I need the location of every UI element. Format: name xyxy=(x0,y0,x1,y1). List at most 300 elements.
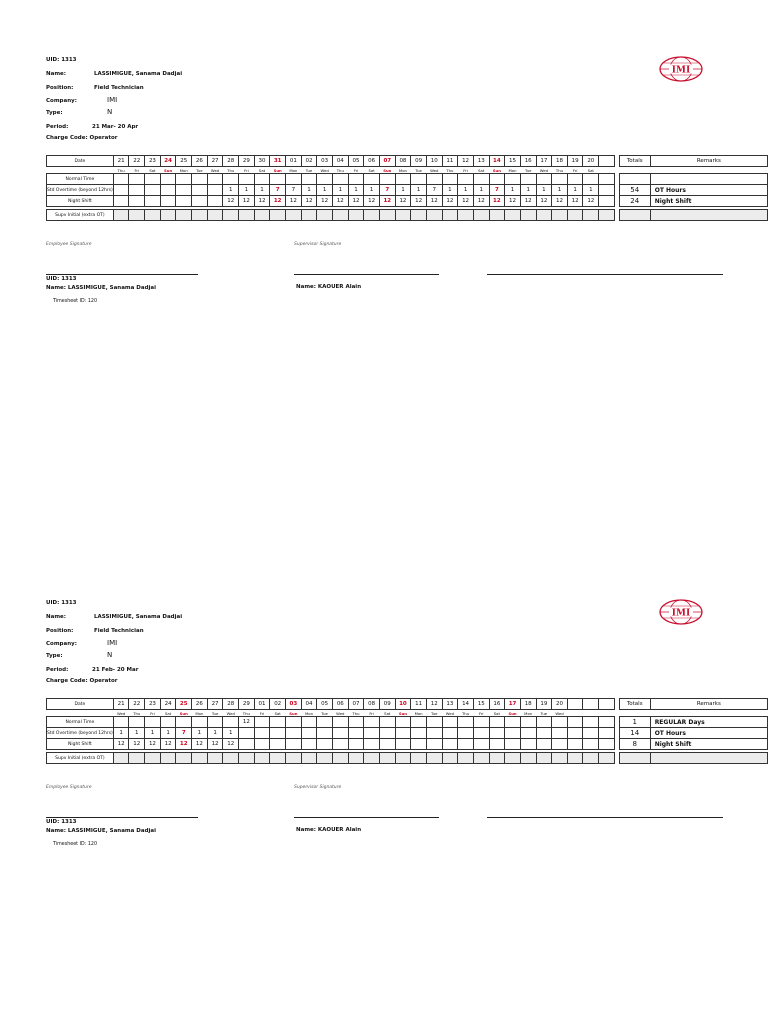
hours-cell[interactable] xyxy=(113,185,129,196)
hours-cell[interactable] xyxy=(364,174,380,185)
supv-initial-cell[interactable] xyxy=(395,753,411,764)
hours-cell[interactable] xyxy=(207,196,223,207)
weekday-row xyxy=(47,167,768,174)
supv-initial-cell[interactable] xyxy=(536,210,552,221)
hours-cell[interactable]: 12 xyxy=(520,196,536,207)
hours-cell[interactable] xyxy=(301,739,317,750)
hours-cell[interactable] xyxy=(239,739,255,750)
supv-initial-cell[interactable] xyxy=(458,753,474,764)
position-value: Field Technician xyxy=(94,628,144,634)
time-row xyxy=(47,717,768,728)
hours-cell[interactable]: 12 xyxy=(348,196,364,207)
hours-cell[interactable]: 1 xyxy=(536,185,552,196)
hours-cell[interactable] xyxy=(192,196,208,207)
hours-cell[interactable]: 1 xyxy=(160,728,176,739)
hours-cell[interactable]: 1 xyxy=(145,728,161,739)
hours-cell[interactable]: 12 xyxy=(254,196,270,207)
hours-cell[interactable] xyxy=(301,728,317,739)
hours-cell[interactable] xyxy=(286,739,302,750)
supv-initial-cell[interactable] xyxy=(520,753,536,764)
supv-initial-cell[interactable] xyxy=(160,753,176,764)
hours-cell[interactable]: 1 xyxy=(129,728,145,739)
hours-cell[interactable]: 12 xyxy=(473,196,489,207)
hours-cell[interactable] xyxy=(599,174,615,185)
hours-cell[interactable] xyxy=(458,174,474,185)
hours-cell[interactable] xyxy=(567,739,583,750)
hours-cell[interactable] xyxy=(348,717,364,728)
hours-cell[interactable]: 7 xyxy=(426,185,442,196)
hours-cell[interactable]: 12 xyxy=(270,196,286,207)
supv-initial-cell[interactable] xyxy=(395,210,411,221)
hours-cell[interactable] xyxy=(317,174,333,185)
hours-cell[interactable] xyxy=(536,728,552,739)
hours-cell[interactable]: 1 xyxy=(473,185,489,196)
hours-cell[interactable]: 12 xyxy=(223,739,239,750)
hours-cell[interactable] xyxy=(145,717,161,728)
hours-cell[interactable] xyxy=(176,196,192,207)
supv-initial-cell[interactable] xyxy=(207,753,223,764)
hours-cell[interactable]: 1 xyxy=(332,185,348,196)
hours-cell[interactable]: 1 xyxy=(442,185,458,196)
hours-cell[interactable]: 12 xyxy=(505,196,521,207)
hours-cell[interactable] xyxy=(395,174,411,185)
hours-cell[interactable] xyxy=(364,728,380,739)
weekday-cell: Fri xyxy=(244,167,249,173)
date-cell: 07 xyxy=(379,156,395,167)
hours-cell[interactable] xyxy=(395,728,411,739)
hours-cell[interactable] xyxy=(505,717,521,728)
hours-cell[interactable] xyxy=(270,717,286,728)
supv-initial-cell[interactable] xyxy=(332,210,348,221)
hours-cell[interactable] xyxy=(489,717,505,728)
hours-cell[interactable] xyxy=(599,739,615,750)
supv-initial-cell[interactable] xyxy=(270,753,286,764)
row-remark: OT Hours xyxy=(650,728,767,739)
supv-initial-cell[interactable] xyxy=(113,210,129,221)
hours-cell[interactable]: 12 xyxy=(113,739,129,750)
hours-cell[interactable] xyxy=(426,717,442,728)
hours-cell[interactable]: 12 xyxy=(239,196,255,207)
hours-cell[interactable] xyxy=(599,196,615,207)
hours-cell[interactable] xyxy=(286,728,302,739)
supv-initial-cell[interactable] xyxy=(176,210,192,221)
supv-initial-cell[interactable] xyxy=(473,210,489,221)
name-label: Name: xyxy=(46,614,66,620)
supv-initial-cell[interactable] xyxy=(192,753,208,764)
weekday-cell: Sun xyxy=(508,710,517,716)
hours-cell[interactable] xyxy=(583,739,599,750)
hours-cell[interactable] xyxy=(160,185,176,196)
hours-cell[interactable]: 1 xyxy=(317,185,333,196)
hours-cell[interactable] xyxy=(301,717,317,728)
supv-initial-cell[interactable] xyxy=(239,210,255,221)
hours-cell[interactable] xyxy=(113,174,129,185)
hours-cell[interactable] xyxy=(379,717,395,728)
hours-cell[interactable]: 12 xyxy=(552,196,568,207)
hours-cell[interactable] xyxy=(223,174,239,185)
hours-cell[interactable] xyxy=(567,174,583,185)
hours-cell[interactable] xyxy=(254,739,270,750)
hours-cell[interactable]: 12 xyxy=(395,196,411,207)
weekday-cell: Thu xyxy=(242,710,250,716)
supv-initial-cell[interactable] xyxy=(317,210,333,221)
hours-cell[interactable]: 1 xyxy=(520,185,536,196)
hours-cell[interactable] xyxy=(426,728,442,739)
hours-cell[interactable] xyxy=(192,185,208,196)
supv-initial-cell[interactable] xyxy=(473,753,489,764)
hours-cell[interactable]: 1 xyxy=(223,728,239,739)
hours-cell[interactable]: 1 xyxy=(458,185,474,196)
supv-initial-cell[interactable] xyxy=(254,210,270,221)
hours-cell[interactable]: 1 xyxy=(552,185,568,196)
hours-cell[interactable]: 12 xyxy=(458,196,474,207)
supv-initial-cell[interactable] xyxy=(348,210,364,221)
hours-cell[interactable] xyxy=(411,739,427,750)
hours-cell[interactable]: 12 xyxy=(301,196,317,207)
hours-cell[interactable] xyxy=(332,717,348,728)
supv-initial-cell[interactable] xyxy=(458,210,474,221)
row-total: 8 xyxy=(619,739,650,750)
hours-cell[interactable]: 12 xyxy=(583,196,599,207)
hours-cell[interactable] xyxy=(332,739,348,750)
weekday-cell: Sat xyxy=(368,167,375,173)
hours-cell[interactable] xyxy=(520,717,536,728)
hours-cell[interactable]: 12 xyxy=(223,196,239,207)
hours-cell[interactable] xyxy=(129,185,145,196)
hours-cell[interactable]: 12 xyxy=(145,739,161,750)
hours-cell[interactable] xyxy=(348,739,364,750)
hours-cell[interactable]: 1 xyxy=(364,185,380,196)
name-value: LASSIMIGUE, Sanama Dadjai xyxy=(94,71,183,77)
hours-cell[interactable] xyxy=(583,174,599,185)
hours-cell[interactable] xyxy=(332,174,348,185)
supv-initial-cell[interactable] xyxy=(129,753,145,764)
row-remark: REGULAR Days xyxy=(650,717,767,728)
supv-initial-cell[interactable] xyxy=(426,753,442,764)
hours-cell[interactable]: 12 xyxy=(129,739,145,750)
hours-cell[interactable] xyxy=(395,739,411,750)
supv-initial-cell[interactable] xyxy=(411,210,427,221)
hours-cell[interactable] xyxy=(379,174,395,185)
hours-cell[interactable] xyxy=(176,717,192,728)
hours-cell[interactable] xyxy=(145,185,161,196)
hours-cell[interactable] xyxy=(364,717,380,728)
hours-cell[interactable] xyxy=(239,174,255,185)
supv-initial-cell[interactable] xyxy=(552,210,568,221)
name-value: LASSIMIGUE, Sanama Dadjai xyxy=(94,614,183,620)
supv-initial-cell[interactable] xyxy=(286,210,302,221)
hours-cell[interactable] xyxy=(536,174,552,185)
hours-cell[interactable] xyxy=(489,728,505,739)
hours-cell[interactable]: 12 xyxy=(411,196,427,207)
hours-cell[interactable]: 12 xyxy=(567,196,583,207)
supv-initial-cell[interactable] xyxy=(364,753,380,764)
hours-cell[interactable]: 12 xyxy=(192,739,208,750)
hours-cell[interactable] xyxy=(270,174,286,185)
hours-cell[interactable] xyxy=(505,174,521,185)
hours-cell[interactable]: 1 xyxy=(239,185,255,196)
supv-initial-cell[interactable] xyxy=(599,753,615,764)
supv-initial-cell[interactable] xyxy=(442,753,458,764)
hours-cell[interactable] xyxy=(520,728,536,739)
supv-initial-cell[interactable] xyxy=(145,210,161,221)
hours-cell[interactable] xyxy=(536,717,552,728)
weekday-cell: Wed xyxy=(210,167,220,173)
hours-cell[interactable] xyxy=(332,728,348,739)
hours-cell[interactable] xyxy=(160,196,176,207)
hours-cell[interactable] xyxy=(176,185,192,196)
supv-initial-cell[interactable] xyxy=(505,753,521,764)
supv-initial-cell[interactable] xyxy=(536,753,552,764)
hours-cell[interactable]: 12 xyxy=(442,196,458,207)
supv-initial-cell[interactable] xyxy=(129,210,145,221)
hours-cell[interactable]: 1 xyxy=(192,728,208,739)
hours-cell[interactable] xyxy=(442,739,458,750)
hours-cell[interactable] xyxy=(270,739,286,750)
hours-cell[interactable] xyxy=(567,728,583,739)
hours-cell[interactable]: 1 xyxy=(505,185,521,196)
hours-cell[interactable]: 12 xyxy=(536,196,552,207)
weekday-cell: Mon xyxy=(304,710,313,716)
date-cell: 25 xyxy=(176,156,192,167)
hours-cell[interactable]: 1 xyxy=(583,185,599,196)
hours-cell[interactable] xyxy=(160,717,176,728)
hours-cell[interactable] xyxy=(176,174,192,185)
date-cell: 24 xyxy=(160,156,176,167)
supv-initial-cell[interactable] xyxy=(520,210,536,221)
hours-cell[interactable] xyxy=(113,717,129,728)
hours-cell[interactable]: 7 xyxy=(379,185,395,196)
hours-cell[interactable] xyxy=(364,739,380,750)
supv-initial-cell[interactable] xyxy=(426,210,442,221)
hours-cell[interactable] xyxy=(207,174,223,185)
hours-cell[interactable] xyxy=(207,185,223,196)
hours-cell[interactable]: 12 xyxy=(364,196,380,207)
supv-initial-cell[interactable] xyxy=(301,753,317,764)
date-cell: 04 xyxy=(332,156,348,167)
hours-cell[interactable]: 12 xyxy=(239,717,255,728)
hours-cell[interactable]: 7 xyxy=(270,185,286,196)
date-header-row xyxy=(47,156,768,167)
hours-cell[interactable] xyxy=(552,174,568,185)
supv-initial-cell[interactable] xyxy=(192,210,208,221)
supv-initial-cell[interactable] xyxy=(286,753,302,764)
company-value: IMI xyxy=(107,639,118,647)
charge-code: Charge Code: Operator xyxy=(46,135,118,141)
hours-cell[interactable] xyxy=(583,728,599,739)
hours-cell[interactable] xyxy=(505,728,521,739)
hours-cell[interactable] xyxy=(301,174,317,185)
supv-initial-cell[interactable] xyxy=(567,753,583,764)
supv-initial-cell[interactable] xyxy=(239,753,255,764)
hours-cell[interactable] xyxy=(599,185,615,196)
supv-initial-cell[interactable] xyxy=(113,753,129,764)
weekday-cell: Mon xyxy=(179,167,188,173)
date-cell: 01 xyxy=(254,699,270,710)
hours-cell[interactable] xyxy=(411,717,427,728)
hours-cell[interactable] xyxy=(192,174,208,185)
hours-cell[interactable]: 12 xyxy=(286,196,302,207)
supv-initial-cell[interactable] xyxy=(254,753,270,764)
position-label: Position: xyxy=(46,628,74,634)
date-cell: 09 xyxy=(411,156,427,167)
hours-cell[interactable] xyxy=(505,739,521,750)
hours-cell[interactable] xyxy=(552,717,568,728)
hours-cell[interactable] xyxy=(520,739,536,750)
hours-cell[interactable] xyxy=(348,728,364,739)
hours-cell[interactable] xyxy=(458,739,474,750)
hours-cell[interactable] xyxy=(567,717,583,728)
hours-cell[interactable] xyxy=(395,717,411,728)
supv-initial-cell[interactable] xyxy=(332,753,348,764)
row-remark: Night Shift xyxy=(650,739,767,750)
weekday-cell: Fri xyxy=(463,167,468,173)
hours-cell[interactable] xyxy=(286,717,302,728)
supervisor-signature-line xyxy=(294,817,439,818)
date-cell: 06 xyxy=(332,699,348,710)
hours-cell[interactable]: 1 xyxy=(254,185,270,196)
supv-initial-cell[interactable] xyxy=(489,753,505,764)
supv-initial-cell[interactable] xyxy=(379,753,395,764)
hours-cell[interactable]: 1 xyxy=(395,185,411,196)
hours-cell[interactable]: 1 xyxy=(348,185,364,196)
hours-cell[interactable] xyxy=(379,739,395,750)
hours-cell[interactable]: 1 xyxy=(113,728,129,739)
hours-cell[interactable] xyxy=(583,717,599,728)
supv-initial-cell[interactable] xyxy=(583,210,599,221)
hours-cell[interactable] xyxy=(129,174,145,185)
hours-cell[interactable] xyxy=(473,739,489,750)
supv-initial-row xyxy=(47,753,768,764)
supv-initial-cell[interactable] xyxy=(411,753,427,764)
supv-initial-cell[interactable] xyxy=(301,210,317,221)
supv-initial-cell[interactable] xyxy=(348,753,364,764)
supv-initial-cell[interactable] xyxy=(270,210,286,221)
hours-cell[interactable] xyxy=(286,174,302,185)
footer-uid: UID: 1313 xyxy=(46,276,77,282)
hours-cell[interactable] xyxy=(348,174,364,185)
supv-initial-cell[interactable] xyxy=(489,210,505,221)
blank-date-cell xyxy=(583,699,599,710)
date-cell: 09 xyxy=(379,699,395,710)
supv-initial-cell[interactable] xyxy=(599,210,615,221)
supv-initial-cell[interactable] xyxy=(505,210,521,221)
weekday-cell: Sat xyxy=(493,710,500,716)
hours-cell[interactable]: 12 xyxy=(317,196,333,207)
imi-logo-icon xyxy=(658,54,704,84)
weekday-cell: Fri xyxy=(259,710,265,716)
employee-signature-line xyxy=(46,817,198,818)
supv-initial-cell[interactable] xyxy=(145,753,161,764)
hours-cell[interactable] xyxy=(599,728,615,739)
supv-initial-cell[interactable] xyxy=(223,753,239,764)
hours-cell[interactable] xyxy=(254,174,270,185)
hours-cell[interactable] xyxy=(489,739,505,750)
supv-initial-cell[interactable] xyxy=(160,210,176,221)
supv-initial-label: Supv Initial (extra OT) xyxy=(47,753,114,764)
supv-initial-cell[interactable] xyxy=(223,210,239,221)
hours-cell[interactable]: 7 xyxy=(176,728,192,739)
hours-cell[interactable] xyxy=(458,728,474,739)
hours-cell[interactable] xyxy=(426,174,442,185)
hours-cell[interactable] xyxy=(270,728,286,739)
hours-cell[interactable] xyxy=(489,174,505,185)
hours-cell[interactable] xyxy=(458,717,474,728)
hours-cell[interactable]: 1 xyxy=(301,185,317,196)
hours-cell[interactable]: 1 xyxy=(223,185,239,196)
hours-cell[interactable] xyxy=(552,728,568,739)
hours-cell[interactable] xyxy=(113,196,129,207)
hours-cell[interactable] xyxy=(473,717,489,728)
hours-cell[interactable] xyxy=(317,739,333,750)
date-header-row xyxy=(47,699,768,710)
date-cell: 05 xyxy=(317,699,333,710)
hours-cell[interactable] xyxy=(442,174,458,185)
hours-cell[interactable] xyxy=(129,196,145,207)
hours-cell[interactable]: 12 xyxy=(379,196,395,207)
hours-cell[interactable] xyxy=(160,174,176,185)
hours-cell[interactable] xyxy=(442,717,458,728)
hours-cell[interactable] xyxy=(411,728,427,739)
hours-cell[interactable] xyxy=(411,174,427,185)
supv-initial-cell[interactable] xyxy=(364,210,380,221)
hours-cell[interactable]: 12 xyxy=(176,739,192,750)
hours-cell[interactable] xyxy=(317,717,333,728)
supv-initial-cell[interactable] xyxy=(176,753,192,764)
hours-cell[interactable]: 7 xyxy=(286,185,302,196)
supv-initial-cell[interactable] xyxy=(552,753,568,764)
hours-cell[interactable]: 12 xyxy=(332,196,348,207)
hours-cell[interactable] xyxy=(145,174,161,185)
hours-cell[interactable]: 1 xyxy=(567,185,583,196)
hours-cell[interactable]: 12 xyxy=(489,196,505,207)
hours-cell[interactable] xyxy=(145,196,161,207)
hours-cell[interactable] xyxy=(520,174,536,185)
supv-initial-cell[interactable] xyxy=(583,753,599,764)
hours-cell[interactable] xyxy=(473,728,489,739)
hours-cell[interactable] xyxy=(254,728,270,739)
supv-initial-cell[interactable] xyxy=(207,210,223,221)
hours-cell[interactable]: 7 xyxy=(489,185,505,196)
hours-cell[interactable] xyxy=(223,717,239,728)
hours-cell[interactable] xyxy=(599,717,615,728)
supv-initial-cell[interactable] xyxy=(442,210,458,221)
hours-cell[interactable] xyxy=(379,728,395,739)
row-remark: OT Hours xyxy=(650,185,767,196)
hours-cell[interactable] xyxy=(207,717,223,728)
hours-cell[interactable]: 12 xyxy=(426,196,442,207)
supv-initial-cell[interactable] xyxy=(317,753,333,764)
date-cell: 28 xyxy=(223,699,239,710)
hours-cell[interactable] xyxy=(317,728,333,739)
totals-header: Totals xyxy=(619,699,650,710)
hours-cell[interactable] xyxy=(442,728,458,739)
hours-cell[interactable] xyxy=(473,174,489,185)
hours-cell[interactable] xyxy=(254,717,270,728)
hours-cell[interactable] xyxy=(239,728,255,739)
supv-initial-cell[interactable] xyxy=(379,210,395,221)
hours-cell[interactable]: 12 xyxy=(160,739,176,750)
hours-cell[interactable] xyxy=(192,717,208,728)
hours-cell[interactable] xyxy=(536,739,552,750)
hours-cell[interactable]: 12 xyxy=(207,739,223,750)
hours-cell[interactable] xyxy=(129,717,145,728)
hours-cell[interactable]: 1 xyxy=(411,185,427,196)
hours-cell[interactable] xyxy=(426,739,442,750)
hours-cell[interactable]: 1 xyxy=(207,728,223,739)
supv-initial-cell[interactable] xyxy=(567,210,583,221)
hours-cell[interactable] xyxy=(552,739,568,750)
